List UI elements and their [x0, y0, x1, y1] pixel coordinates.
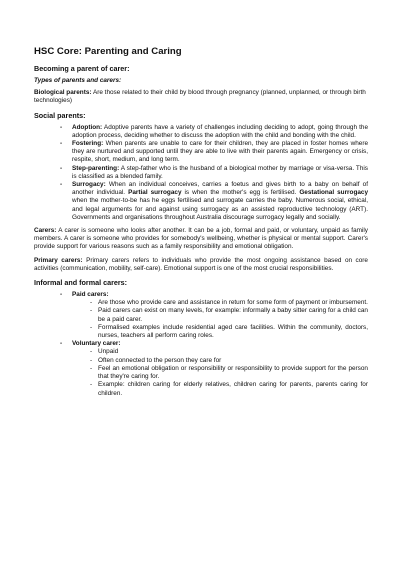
text-fostering: When parents are unable to care for their children, they are placed in foster homes where they are nurtured and supported until they are able to live with their parents again. Emergency or crisis, respite, short, medium, and long term. — [72, 140, 368, 164]
text-adoption: Adoptive parents have a variety of challenges including deciding to adopt, going through the adoption process, deciding whether to discuss the adoption with the child and bonding with the child. — [72, 123, 368, 139]
page-title: HSC Core: Parenting and Caring — [34, 46, 182, 57]
sublist-item: - Example: children caring for elderly relatives, children caring for parents, parents caring for children. — [90, 381, 368, 397]
sublist-item: - Feel an emotional obligation or responsibility or responsibility to provide support for the person that they're caring for. — [90, 365, 368, 381]
social-parents-list — [34, 124, 368, 222]
list-item-step-parenting — [34, 165, 368, 181]
term-fostering: Fostering: — [72, 140, 104, 148]
sublist-item: - Often connected to the person they care for — [90, 357, 368, 365]
text-primary-carers: Primary carers refers to individuals who provide the most ongoing assistance based on core activities (communication, mobility, self-care). Emotional support is one of the most crucial responsibilities. — [34, 256, 368, 272]
sublist-item: - Are those who provide care and assistance in return for some form of payment or imbursement. — [90, 299, 368, 307]
text-biological-parents: Are those related to their child by blood through pregnancy (planned, unplanned, or through birth technologies) — [34, 89, 366, 105]
term-voluntary-carer: Voluntary carer: — [72, 340, 121, 348]
sublist-item: - Unpaid — [90, 348, 368, 356]
text-surrogacy-3: when the mother-to-be has he eggs fertilised and surrogate carries the baby. Numerous social, ethical, and legal arguments for and against using surrogacy as an assisted reproductive technology (ART). Governments and organisations throughout Australia discourage surrogacy legally and socially. — [72, 197, 368, 221]
term-adoption: Adoption: — [72, 123, 103, 131]
list-item-fostering — [34, 140, 368, 165]
term-partial-surrogacy: Partial surrogacy — [128, 189, 182, 197]
sublist-item: - Formalised examples include residential aged care facilities. Within the community, doctors, nurses, teachers all perform caring roles. — [90, 324, 368, 340]
text-carers: A carer is someone who looks after another. It can be a job, formal and paid, or voluntary, unpaid as family members. A carer is someone who provides for somebody's wellbeing, whether is physical or mental support. Carer's provide support for various reasons such as a family responsibility and emotional obligation. — [34, 227, 368, 251]
list-item-paid-carers — [34, 291, 368, 340]
list-item-voluntary-carer — [34, 340, 368, 397]
term-paid-carers: Paid carers: — [72, 291, 109, 299]
carer-types-list — [34, 291, 368, 398]
text-surrogacy-2: is when the mother's egg is fertilised. — [181, 189, 300, 197]
voluntary-carer-sublist — [72, 348, 368, 397]
list-item-surrogacy — [34, 181, 368, 222]
subheading-types: Types of parents and carers: — [34, 77, 122, 84]
sublist-item: - Paid carers can exist on many levels, for example: informally a baby sitter caring for a child can be a paid carer. — [90, 307, 368, 323]
text-step-parenting: A step-father who is the husband of a biological mother by marriage or visa-versa. This is classified as a blended family. — [72, 164, 368, 180]
term-surrogacy: Surrogacy: — [72, 181, 106, 189]
term-carers: Carers: — [34, 227, 57, 235]
section-heading-becoming-parent: Becoming a parent of carer: — [34, 64, 130, 73]
paragraph-primary-carers — [34, 257, 368, 273]
term-step-parenting: Step-parenting: — [72, 164, 120, 172]
paid-carers-sublist — [72, 299, 368, 340]
section-heading-social-parents: Social parents: — [34, 110, 86, 120]
text-surrogacy-1: When an individual conceives, carries a foetus and gives birth to a baby on behalf of another individual. — [72, 181, 368, 197]
term-gestational-surrogacy: Gestational surrogacy — [299, 189, 369, 197]
section-heading-informal-formal: Informal and formal carers: — [34, 278, 128, 288]
term-biological-parents: Biological parents: — [34, 89, 92, 97]
list-item-adoption — [34, 124, 368, 140]
paragraph-carers — [34, 227, 368, 252]
term-primary-carers: Primary carers: — [34, 256, 83, 264]
paragraph-biological-parents — [34, 89, 368, 105]
